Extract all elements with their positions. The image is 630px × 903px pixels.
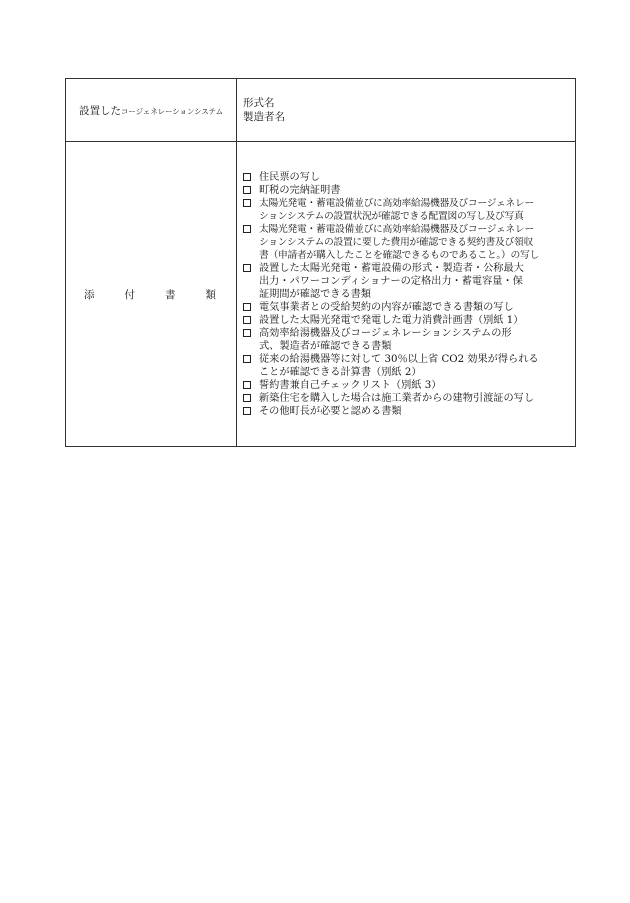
system-model-cell [237, 79, 576, 142]
checklist-item-text: 設置した太陽光発電で発電した電力消費計画書（別紙 1） [259, 314, 524, 326]
checklist-item-text: 高効率給湯機器及びコージェネレーションシステムの形 式、製造者が確認できる書類 [259, 327, 512, 352]
system-label [66, 103, 236, 118]
maker-name-label: 製造者名 [243, 111, 285, 123]
checklist-item [243, 184, 569, 197]
model-name-label: 形式名 [243, 97, 275, 109]
checkbox-icon[interactable] [243, 186, 255, 194]
attachments-checklist [237, 169, 575, 420]
attachments-label-char: 添 [84, 288, 95, 301]
checklist-item-text: 住民票の写し [259, 171, 321, 183]
checklist-item [243, 301, 569, 314]
checklist-item [243, 379, 569, 392]
checklist-item [243, 327, 569, 353]
checkbox-icon[interactable] [243, 394, 255, 402]
checklist-item [243, 392, 569, 405]
checklist-item [243, 197, 569, 223]
checkbox-icon[interactable] [243, 407, 255, 415]
checkbox-icon[interactable] [243, 303, 255, 311]
system-label-cell [66, 79, 237, 142]
checkbox-icon[interactable] [243, 173, 255, 181]
checklist-item-text: 町税の完納証明書 [259, 184, 341, 196]
checklist-item [243, 171, 569, 184]
checklist-item-text: 設置した太陽光発電・蓄電設備の形式・製造者・公称最大 出力・パワーコンディショナーの定格出力・蓄電容量・保 証期間が確認できる書類 [259, 262, 524, 300]
checkbox-icon[interactable] [243, 199, 255, 207]
checklist-item [243, 353, 569, 379]
checklist-item-text: 電気事業者との受給契約の内容が確認できる書類の写し [259, 301, 514, 313]
system-label-main: 設置した [79, 104, 122, 117]
checklist-item-text: 従来の給湯機器等に対して 30％以上省 CO2 効果が得られる ことが確認できる計算書（別紙 2） [259, 353, 539, 378]
attachments-label-char: 類 [205, 288, 216, 301]
checkbox-icon[interactable] [243, 225, 255, 233]
attachments-label-char: 書 [165, 288, 176, 301]
checkbox-icon[interactable] [243, 264, 255, 272]
checklist-item-text: その他町長が必要と認める書類 [259, 405, 402, 417]
checkbox-icon[interactable] [243, 355, 255, 363]
checklist-item-text: 誓約書兼自己チェックリスト（別紙 3） [259, 379, 442, 391]
checkbox-icon[interactable] [243, 316, 255, 324]
checklist-item-text: 新築住宅を購入した場合は施工業者からの建物引渡証の写し [259, 392, 535, 404]
checklist-item [243, 223, 569, 262]
checklist-item [243, 262, 569, 301]
checklist-item-text: 太陽光発電・蓄電設備並びに高効率給湯機器及びコージェネレー ションシステムの設置に要した費用が確認できる契約書及び領収 書（申請者が購入したことを確認できるものであること。）の写し [259, 223, 540, 261]
checklist-item [243, 405, 569, 418]
attachments-label-cell [66, 142, 237, 447]
system-row [66, 79, 576, 142]
system-label-small: コージェネレーションシステム [121, 106, 223, 116]
attachments-row [66, 142, 576, 447]
checkbox-icon[interactable] [243, 329, 255, 337]
attachments-label [66, 287, 236, 302]
checklist-item-text: 太陽光発電・蓄電設備並びに高効率給湯機器及びコージェネレー ションシステムの設置状況が確認できる配置図の写し及び写真 [259, 197, 535, 222]
checklist-item [243, 314, 569, 327]
checkbox-icon[interactable] [243, 381, 255, 389]
application-attachments-table [65, 78, 576, 447]
attachments-list-cell [237, 142, 576, 447]
attachments-label-char: 付 [124, 288, 135, 301]
